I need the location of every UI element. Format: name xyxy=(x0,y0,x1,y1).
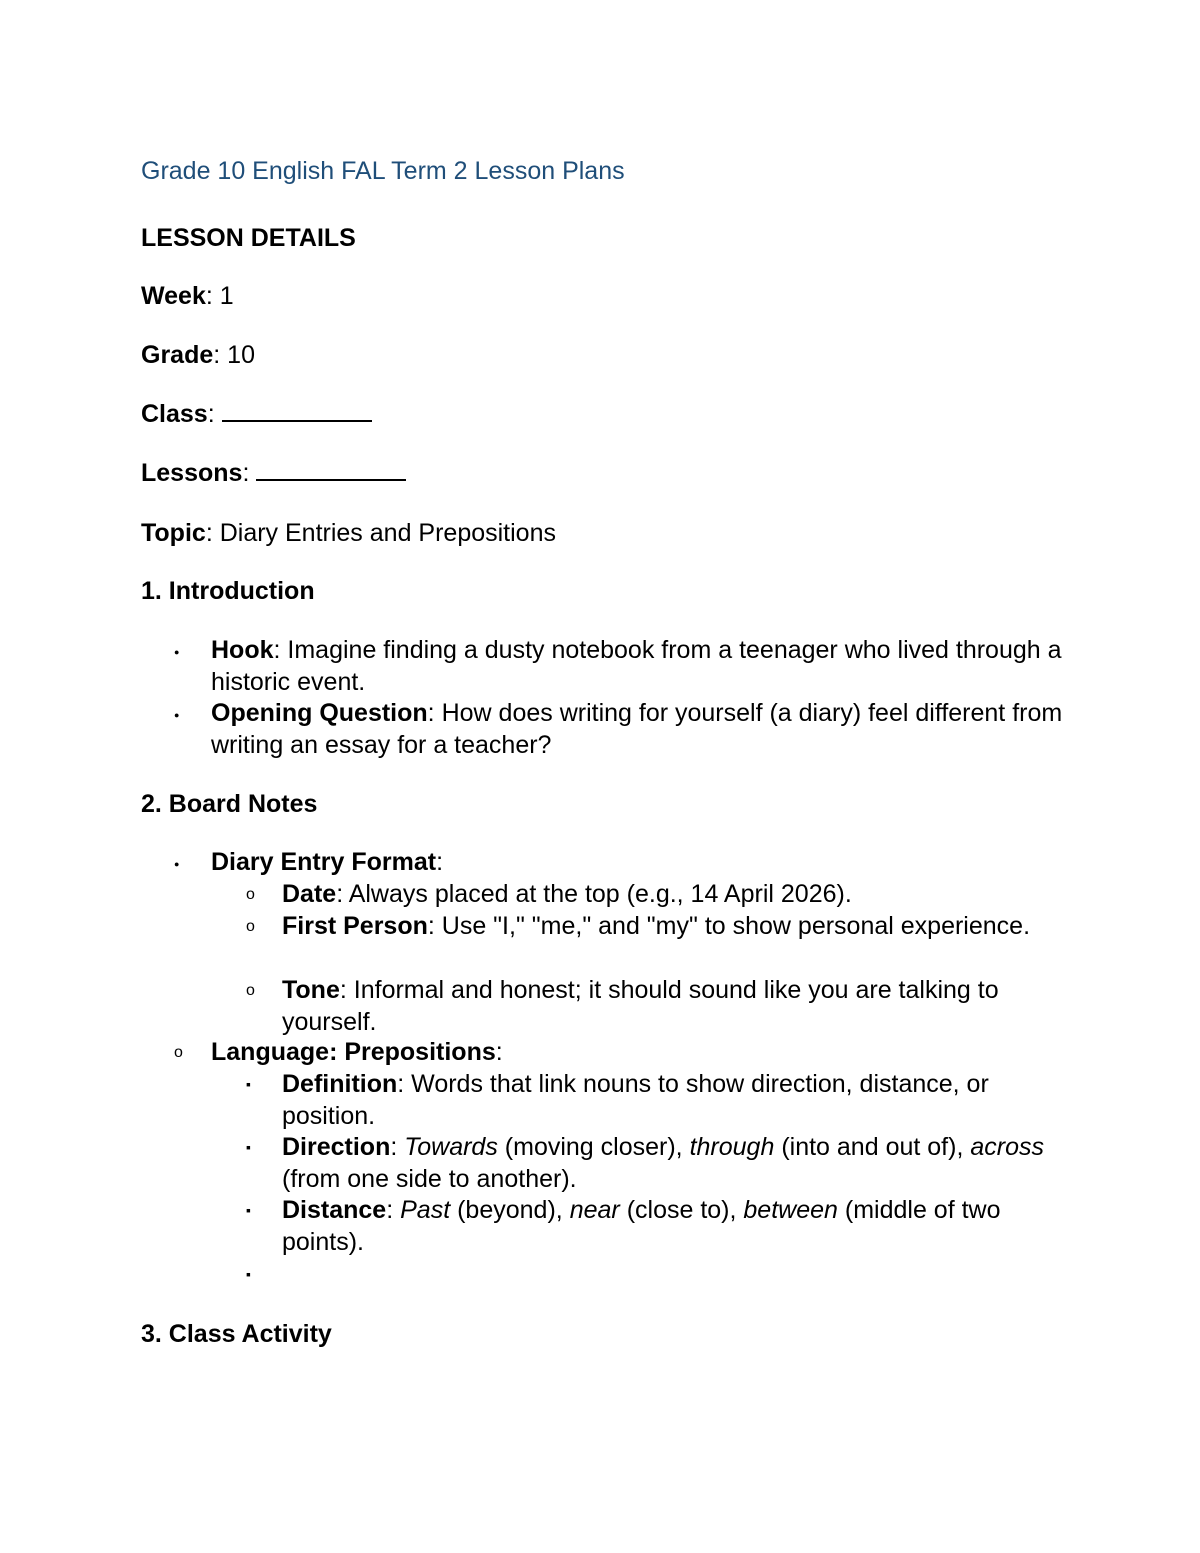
direction-text: (from one side to another). xyxy=(282,1164,577,1193)
distance-word: between xyxy=(743,1196,838,1224)
direction-word: through xyxy=(689,1133,775,1161)
diary-format-item: Diary Entry Format: xyxy=(211,848,444,876)
bullet-circle-icon xyxy=(246,911,255,943)
question-label: Opening Question xyxy=(211,699,428,727)
topic-value: Diary Entries and Prepositions xyxy=(219,519,556,547)
first-person-item: First Person: Use "I," "me," and "my" to show personal experience. xyxy=(282,912,1031,940)
direction-item: Direction: Towards (moving closer), through (into and out of), across (from one side to another). xyxy=(282,1133,1044,1193)
tone-label: Tone xyxy=(282,976,340,1004)
tone-item: Tone: Informal and honest; it should sound like you are talking to yourself. xyxy=(282,976,999,1036)
distance-text: (middle of two points). xyxy=(282,1196,1001,1256)
distance-word: Past xyxy=(400,1196,451,1224)
grade-label: Grade xyxy=(141,341,214,369)
class-line: Class: xyxy=(141,398,372,430)
bullet-square-icon xyxy=(246,1132,251,1164)
bullet-disc-icon xyxy=(174,635,179,669)
definition-item: Definition: Words that link nouns to show direction, distance, or position. xyxy=(282,1070,989,1130)
distance-text: (beyond), xyxy=(457,1196,563,1224)
bullet-square-icon xyxy=(246,1195,251,1227)
direction-label: Direction xyxy=(282,1133,391,1161)
class-blank xyxy=(222,400,372,422)
format-label: Diary Entry Format xyxy=(211,848,437,876)
bullet-disc-icon xyxy=(174,698,179,732)
lessons-line: Lessons: xyxy=(141,457,406,489)
bullet-disc-icon xyxy=(174,847,179,881)
bullet-square-icon xyxy=(246,1259,251,1291)
direction-text: (into and out of), xyxy=(781,1133,964,1161)
language-label: Language: Prepositions xyxy=(211,1038,496,1066)
week-label: Week xyxy=(141,282,206,310)
hook-label: Hook xyxy=(211,636,274,664)
hook-text: Imagine finding a dusty notebook from a teenager who lived through a historic event. xyxy=(211,636,1062,696)
lessons-label: Lessons xyxy=(141,459,243,487)
person-label: First Person xyxy=(282,912,428,940)
lessons-blank xyxy=(256,459,406,481)
definition-label: Definition xyxy=(282,1070,398,1098)
question-text: How does writing for yourself (a diary) feel different from writing an essay for a teacher? xyxy=(211,699,1063,759)
distance-text: (close to), xyxy=(626,1196,737,1224)
lesson-details-heading: LESSON DETAILS xyxy=(141,224,356,252)
direction-word: Towards xyxy=(404,1133,498,1161)
date-item: Date: Always placed at the top (e.g., 14 April 2026). xyxy=(282,880,852,908)
language-item: Language: Prepositions: xyxy=(211,1038,503,1066)
class-activity-heading: 3. Class Activity xyxy=(141,1320,332,1348)
tone-text: Informal and honest; it should sound like you are talking to yourself. xyxy=(282,976,999,1036)
bullet-circle-icon xyxy=(174,1037,183,1069)
board-notes-heading: 2. Board Notes xyxy=(141,790,318,818)
definition-text: Words that link nouns to show direction, distance, or position. xyxy=(282,1070,989,1130)
distance-label: Distance xyxy=(282,1196,387,1224)
date-text: Always placed at the top (e.g., 14 April 2026). xyxy=(348,880,852,908)
bullet-circle-icon xyxy=(246,975,255,1007)
date-label: Date xyxy=(282,880,337,908)
grade-line: Grade: 10 xyxy=(141,341,255,369)
bullet-square-icon xyxy=(246,1069,251,1101)
week-line: Week: 1 xyxy=(141,282,234,310)
direction-word: across xyxy=(970,1133,1044,1161)
distance-item: Distance: Past (beyond), near (close to), between (middle of two points). xyxy=(282,1196,1001,1256)
class-label: Class xyxy=(141,400,208,428)
topic-line: Topic: Diary Entries and Prepositions xyxy=(141,519,556,547)
direction-text: (moving closer), xyxy=(504,1133,683,1161)
opening-question-item: Opening Question: How does writing for yourself (a diary) feel different from writing an essay for a teacher? xyxy=(211,699,1063,759)
person-text: Use "I," "me," and "my" to show personal experience. xyxy=(441,912,1031,940)
bullet-circle-icon xyxy=(246,879,255,911)
hook-item: Hook: Imagine finding a dusty notebook from a teenager who lived through a historic event. xyxy=(211,636,1062,696)
introduction-heading: 1. Introduction xyxy=(141,577,315,605)
topic-label: Topic xyxy=(141,519,206,547)
distance-word: near xyxy=(569,1196,620,1224)
grade-value: 10 xyxy=(227,341,255,369)
document-title: Grade 10 English FAL Term 2 Lesson Plans xyxy=(141,157,625,185)
week-value: 1 xyxy=(219,282,234,310)
